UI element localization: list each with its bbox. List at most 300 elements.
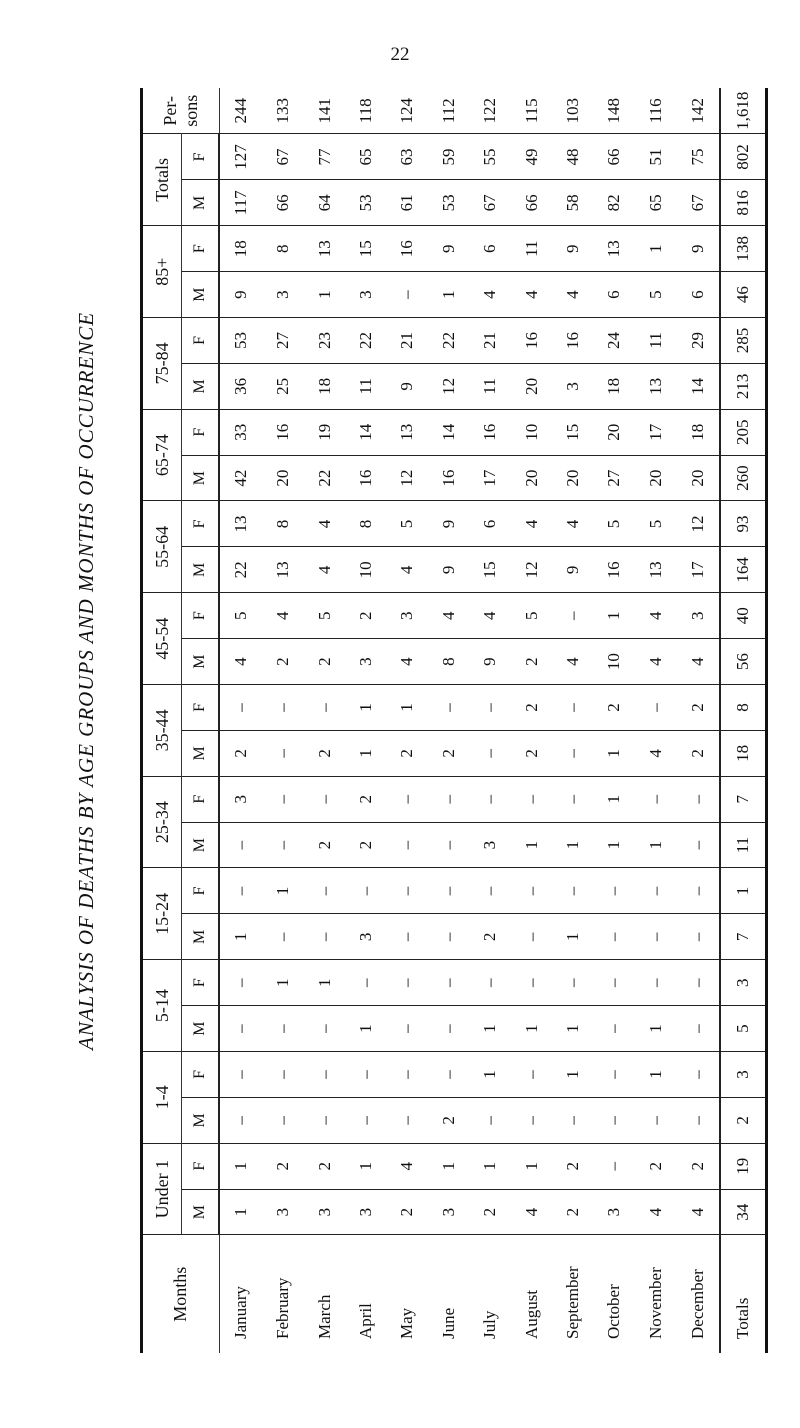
table-cell: 4 (511, 272, 552, 318)
table-cell: 3 (262, 272, 303, 318)
table-row (552, 88, 593, 1353)
male-header: M (182, 1097, 220, 1143)
table-cell: 9 (469, 639, 510, 685)
table-cell: 18 (676, 409, 719, 455)
table-cell: – (552, 685, 593, 731)
table-cell: – (428, 685, 469, 731)
table-cell: 53 (219, 318, 262, 364)
table-cell: 14 (676, 363, 719, 409)
table-cell: 9 (428, 547, 469, 593)
table-cell: 11 (635, 318, 676, 364)
table-cell: 1 (552, 914, 593, 960)
table-cell: 2 (345, 822, 386, 868)
table-cell: 4 (304, 501, 345, 547)
table-cell: – (428, 1052, 469, 1098)
table-cell: – (594, 914, 635, 960)
table-cell: 12 (511, 547, 552, 593)
table-cell: 2 (511, 639, 552, 685)
female-header: F (182, 226, 220, 272)
table-cell: 17 (469, 455, 510, 501)
table-cell: 205 (720, 409, 767, 455)
table-cell: – (219, 685, 262, 731)
table-cell: 260 (720, 455, 767, 501)
table-cell: – (262, 730, 303, 776)
table-cell: 816 (720, 180, 767, 226)
table-cell: 8 (428, 639, 469, 685)
table-cell: 4 (511, 1189, 552, 1235)
table-cell: – (469, 960, 510, 1006)
table-cell: 58 (552, 180, 593, 226)
table-cell: 17 (635, 409, 676, 455)
table-cell: 16 (511, 318, 552, 364)
table-cell: 12 (428, 363, 469, 409)
table-cell: – (262, 822, 303, 868)
table-cell: – (676, 1052, 719, 1098)
table-cell: 4 (635, 730, 676, 776)
table-cell: 4 (635, 593, 676, 639)
table-cell: 6 (469, 226, 510, 272)
female-header: F (182, 685, 220, 731)
table-cell: 15 (469, 547, 510, 593)
table-cell: 164 (720, 547, 767, 593)
table-cell: 1 (635, 822, 676, 868)
male-header: M (182, 639, 220, 685)
table-cell: 5 (720, 1006, 767, 1052)
row-label: January (219, 1235, 262, 1353)
age-group-header: 15-24 (142, 868, 182, 960)
table-cell: 4 (387, 639, 428, 685)
table-cell: 2 (511, 730, 552, 776)
table-cell: 3 (594, 1189, 635, 1235)
table-cell: 20 (552, 455, 593, 501)
table-cell: – (387, 1006, 428, 1052)
table-cell: – (304, 868, 345, 914)
table-cell: – (469, 868, 510, 914)
table-cell: 5 (635, 501, 676, 547)
table-cell: 48 (552, 134, 593, 180)
table-cell: 3 (345, 272, 386, 318)
row-label: June (428, 1235, 469, 1353)
table-cell: 138 (720, 226, 767, 272)
table-cell: 2 (428, 730, 469, 776)
table-row (511, 88, 552, 1353)
table-cell: 18 (594, 363, 635, 409)
table-cell: – (262, 776, 303, 822)
table-cell: 5 (635, 272, 676, 318)
male-header: M (182, 1006, 220, 1052)
table-cell: 4 (552, 639, 593, 685)
table-cell: 1 (552, 1006, 593, 1052)
table-cell: 1 (552, 822, 593, 868)
table-cell: 20 (511, 363, 552, 409)
table-cell: 14 (428, 409, 469, 455)
age-group-header: 65-74 (142, 409, 182, 501)
table-row (428, 88, 469, 1353)
table-cell: – (345, 960, 386, 1006)
table-row (635, 88, 676, 1353)
table-cell: 82 (594, 180, 635, 226)
table-cell: 6 (594, 272, 635, 318)
table-cell: 16 (345, 455, 386, 501)
male-header: M (182, 363, 220, 409)
persons-header: Per- sons (142, 88, 220, 134)
table-cell: 3 (676, 593, 719, 639)
male-header: M (182, 547, 220, 593)
table-cell: 115 (521, 98, 541, 124)
table-cell: 8 (262, 226, 303, 272)
table-cell: 133 (273, 98, 293, 124)
table-cell: 11 (720, 822, 767, 868)
table-cell: 7 (720, 914, 767, 960)
table-cell: 51 (635, 134, 676, 180)
table-row (345, 88, 386, 1353)
table-cell: – (635, 868, 676, 914)
row-label: August (511, 1235, 552, 1353)
table-cell: 9 (552, 226, 593, 272)
table-cell: – (304, 1006, 345, 1052)
table-cell: 2 (345, 776, 386, 822)
table-cell: – (387, 776, 428, 822)
table-cell: – (469, 730, 510, 776)
table-cell: 4 (635, 639, 676, 685)
table-cell: – (219, 1097, 262, 1143)
table-cell: 13 (594, 226, 635, 272)
age-group-header: 85+ (142, 226, 182, 318)
table-cell: 66 (262, 180, 303, 226)
table-cell: 4 (387, 547, 428, 593)
table-cell: 9 (428, 501, 469, 547)
table-cell: – (676, 776, 719, 822)
table-cell: 5 (387, 501, 428, 547)
row-label: February (262, 1235, 303, 1353)
table-cell: – (552, 1097, 593, 1143)
table-cell: – (304, 1097, 345, 1143)
female-header: F (182, 409, 220, 455)
table-cell: 4 (552, 272, 593, 318)
table-cell: 29 (676, 318, 719, 364)
table-cell: 127 (219, 134, 262, 180)
table-cell: 36 (219, 363, 262, 409)
row-label: November (635, 1235, 676, 1353)
table-cell: 1 (345, 730, 386, 776)
table-cell: 9 (428, 226, 469, 272)
table-cell: – (262, 914, 303, 960)
table-cell: – (676, 868, 719, 914)
table-cell: 2 (469, 1189, 510, 1235)
table-cell: 22 (219, 547, 262, 593)
table-cell: 2 (676, 730, 719, 776)
table-cell: 22 (428, 318, 469, 364)
table-cell: 1 (428, 1143, 469, 1189)
table-cell: 4 (511, 501, 552, 547)
table-cell: 2 (304, 822, 345, 868)
table-cell: 53 (345, 180, 386, 226)
table-cell: – (387, 914, 428, 960)
table-cell: 5 (594, 501, 635, 547)
table-cell: – (594, 960, 635, 1006)
table-cell: 15 (345, 226, 386, 272)
table-cell: 11 (511, 226, 552, 272)
table-cell: – (387, 272, 428, 318)
sex-header-row (182, 88, 220, 1353)
table-cell: 3 (219, 776, 262, 822)
table-cell: 19 (720, 1143, 767, 1189)
table-cell: – (219, 1052, 262, 1098)
table-cell: – (345, 868, 386, 914)
table-cell: – (676, 914, 719, 960)
row-label: April (345, 1235, 386, 1353)
table-cell: 33 (219, 409, 262, 455)
table-cell: 1 (594, 776, 635, 822)
table-cell: 2 (552, 1143, 593, 1189)
table-cell: 67 (262, 134, 303, 180)
table-cell: 66 (511, 180, 552, 226)
table-cell: 21 (469, 318, 510, 364)
table-cell: 1 (469, 1143, 510, 1189)
table-cell: 17 (676, 547, 719, 593)
table-cell: 24 (594, 318, 635, 364)
table-cell: – (594, 1097, 635, 1143)
table-cell: 18 (304, 363, 345, 409)
table-cell: 11 (345, 363, 386, 409)
row-label: May (387, 1235, 428, 1353)
table-row (469, 88, 510, 1353)
table-cell: 117 (219, 180, 262, 226)
table-cell: 1 (720, 868, 767, 914)
female-header: F (182, 1143, 220, 1189)
table-cell: – (511, 914, 552, 960)
table-cell: 14 (345, 409, 386, 455)
table-cell: – (552, 730, 593, 776)
table-cell: 1 (345, 685, 386, 731)
table-cell: – (387, 868, 428, 914)
female-header: F (182, 776, 220, 822)
table-cell: 2 (262, 639, 303, 685)
table-cell: – (552, 593, 593, 639)
table-cell: 13 (262, 547, 303, 593)
table-cell: – (594, 1052, 635, 1098)
table-cell: 3 (387, 593, 428, 639)
table-cell: 13 (635, 363, 676, 409)
totals-row (720, 88, 767, 1353)
table-cell: 49 (511, 134, 552, 180)
table-cell: 4 (552, 501, 593, 547)
table-cell: 3 (345, 1189, 386, 1235)
table-cell: 2 (469, 914, 510, 960)
table-cell: 2 (304, 730, 345, 776)
table-cell: 16 (552, 318, 593, 364)
age-group-header: 5-14 (142, 960, 182, 1052)
table-row (219, 88, 262, 1353)
table-cell: 20 (594, 409, 635, 455)
male-header: M (182, 180, 220, 226)
table-cell: 25 (262, 363, 303, 409)
table-cell: – (676, 1006, 719, 1052)
table-cell: – (428, 1006, 469, 1052)
table-body (219, 88, 767, 1353)
table-cell: 1 (304, 272, 345, 318)
table-cell: 55 (469, 134, 510, 180)
table-cell: 5 (511, 593, 552, 639)
table-cell: 19 (304, 409, 345, 455)
table-cell: 802 (720, 134, 767, 180)
row-label: Totals (720, 1235, 767, 1353)
table-cell: 5 (304, 593, 345, 639)
table-cell: – (304, 685, 345, 731)
table-cell: 9 (676, 226, 719, 272)
table-cell: 10 (345, 547, 386, 593)
table-cell: – (469, 776, 510, 822)
table-cell: 4 (387, 1143, 428, 1189)
table-cell: 116 (645, 98, 665, 124)
table-cell: – (262, 1097, 303, 1143)
table-cell: 1 (594, 822, 635, 868)
table-cell: 5 (219, 593, 262, 639)
table-cell: 1 (219, 914, 262, 960)
table-cell: 148 (604, 98, 624, 124)
table-cell: 244 (230, 98, 250, 124)
table-cell: – (635, 1097, 676, 1143)
table-cell: 10 (594, 639, 635, 685)
table-cell: – (594, 1006, 635, 1052)
table-cell: 1 (594, 593, 635, 639)
table-cell: 20 (676, 455, 719, 501)
table-cell: – (428, 868, 469, 914)
table-cell: 1 (511, 1006, 552, 1052)
table-row (387, 88, 428, 1353)
age-group-header: 25-34 (142, 776, 182, 868)
table-cell: 6 (469, 501, 510, 547)
table-cell: – (635, 914, 676, 960)
table-cell: 10 (511, 409, 552, 455)
table-cell: 2 (304, 639, 345, 685)
table-cell: – (304, 776, 345, 822)
table-cell: 67 (469, 180, 510, 226)
table-cell: 3 (262, 1189, 303, 1235)
table-cell: 4 (469, 272, 510, 318)
table-cell: 12 (387, 455, 428, 501)
table-cell: – (387, 1097, 428, 1143)
table-cell: 13 (219, 501, 262, 547)
table-cell: 1 (594, 730, 635, 776)
table-cell: 2 (720, 1097, 767, 1143)
table-cell: 63 (387, 134, 428, 180)
table-cell: – (387, 960, 428, 1006)
table-cell: 23 (304, 318, 345, 364)
table-cell: 1 (635, 226, 676, 272)
table-cell: – (469, 1097, 510, 1143)
female-header: F (182, 960, 220, 1006)
table-cell: 34 (720, 1189, 767, 1235)
table-cell: 213 (720, 363, 767, 409)
table-cell: 141 (314, 98, 334, 124)
female-header: F (182, 868, 220, 914)
table-cell: 12 (676, 501, 719, 547)
table-cell: – (676, 960, 719, 1006)
table-cell: 22 (345, 318, 386, 364)
page-number: 22 (390, 44, 410, 65)
table-cell: 65 (345, 134, 386, 180)
age-group-header: 1-4 (142, 1052, 182, 1144)
table-cell: 9 (387, 363, 428, 409)
age-group-header: Under 1 (142, 1143, 182, 1235)
table-cell: 1 (469, 1006, 510, 1052)
table-cell: – (219, 1006, 262, 1052)
table-cell: 4 (635, 1189, 676, 1235)
table-cell: 1 (387, 685, 428, 731)
table-cell: 124 (397, 98, 417, 124)
table-cell: 3 (304, 1189, 345, 1235)
table-cell: – (635, 960, 676, 1006)
table-cell: – (428, 776, 469, 822)
table-cell: – (511, 868, 552, 914)
table-cell: – (635, 776, 676, 822)
table-cell: 2 (676, 1143, 719, 1189)
male-header: M (182, 272, 220, 318)
table-cell: 9 (219, 272, 262, 318)
table-cell: 77 (304, 134, 345, 180)
table-cell: 118 (355, 98, 375, 124)
table-cell: – (511, 960, 552, 1006)
table-cell: – (219, 960, 262, 1006)
table-cell: – (219, 868, 262, 914)
table-cell: 13 (387, 409, 428, 455)
row-label: March (304, 1235, 345, 1353)
table-cell: 2 (304, 1143, 345, 1189)
table-cell: 13 (635, 547, 676, 593)
table-cell: 1 (262, 868, 303, 914)
table-cell: – (511, 776, 552, 822)
table-cell: 4 (676, 639, 719, 685)
table-cell: 46 (720, 272, 767, 318)
table-cell: 16 (262, 409, 303, 455)
table-cell: 15 (552, 409, 593, 455)
table-cell: 53 (428, 180, 469, 226)
table-cell: 1,618 (720, 88, 767, 134)
age-group-header-row (142, 88, 182, 1353)
table-cell: 27 (262, 318, 303, 364)
table-cell: 4 (469, 593, 510, 639)
table-cell: 13 (304, 226, 345, 272)
table-cell: – (511, 1052, 552, 1098)
table-cell: 3 (720, 960, 767, 1006)
table-cell: – (428, 960, 469, 1006)
age-group-header: Totals (142, 134, 182, 226)
months-header: Months (142, 1235, 220, 1353)
table-cell: 1 (345, 1006, 386, 1052)
table-cell: – (552, 868, 593, 914)
table-cell: 40 (720, 593, 767, 639)
deaths-table (140, 88, 768, 1353)
table-cell: 1 (219, 1143, 262, 1189)
table-cell: 61 (387, 180, 428, 226)
table-row (262, 88, 303, 1353)
table-cell: 142 (687, 98, 707, 124)
table-cell: 112 (438, 98, 458, 124)
table-cell: 1 (511, 822, 552, 868)
table-cell: 7 (720, 776, 767, 822)
table-cell: 8 (345, 501, 386, 547)
table-cell: 8 (262, 501, 303, 547)
table-cell: – (511, 1097, 552, 1143)
table-cell: 64 (304, 180, 345, 226)
table-cell: 2 (594, 685, 635, 731)
table-cell: 2 (387, 730, 428, 776)
table-cell: 4 (304, 547, 345, 593)
table-cell: 1 (428, 272, 469, 318)
table-cell: – (345, 1052, 386, 1098)
female-header: F (182, 318, 220, 364)
